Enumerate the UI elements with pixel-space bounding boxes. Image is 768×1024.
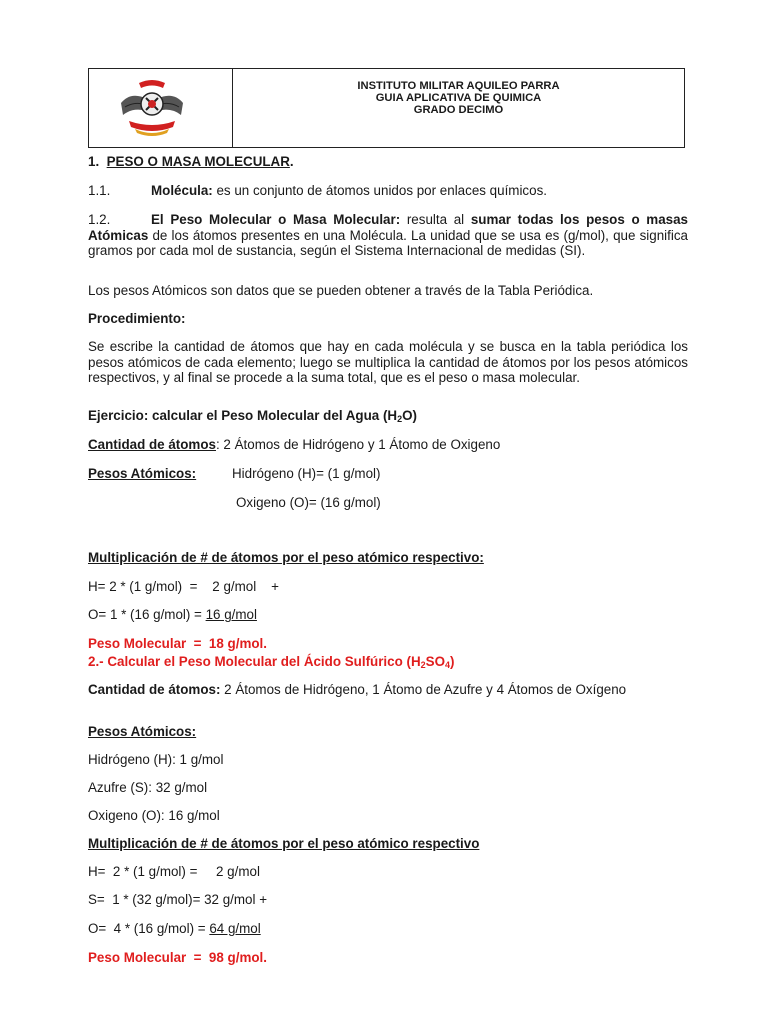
exercise-2-title-a: 2.- Calcular el Peso Molecular del Ácido Sulfúrico (H [88, 654, 421, 669]
term-peso-molecular: El Peso Molecular o Masa Molecular: [151, 212, 401, 227]
atom-count-label: Cantidad de átomos [88, 437, 216, 452]
section-heading [88, 154, 294, 169]
exercise-2-calc-o [88, 921, 261, 936]
calc-o-result: 16 g/mol [205, 607, 257, 622]
calc-o-expression: O= 1 * (16 g/mol) = [88, 607, 206, 622]
exercise-1-calc-h: H= 2 * (1 g/mol) = 2 g/mol + [88, 579, 279, 594]
molecular-weight-definition [88, 212, 688, 259]
exercise-2-weights-label: Pesos Atómicos: [88, 724, 197, 739]
exercise-1-weight-h: Hidrógeno (H)= (1 g/mol) [232, 466, 381, 481]
exercise-1-weights-label: Pesos Atómicos: [88, 466, 197, 481]
calc-o-expression-2: O= 4 * (16 g/mol) = [88, 921, 210, 936]
section-number: 1. [88, 154, 100, 169]
exercise-2-weight-o: Oxigeno (O): 16 g/mol [88, 808, 220, 823]
exercise-2-subscript-2: 4 [445, 660, 451, 670]
subsection-number-1-2: 1.2. [88, 212, 111, 227]
calc-o-result-2: 64 g/mol [209, 921, 261, 936]
section-title: PESO O MASA MOLECULAR [106, 154, 290, 169]
molecule-definition [151, 183, 547, 198]
exercise-2-subscript-1: 2 [420, 660, 426, 670]
institution-name: INSTITUTO MILITAR AQUILEO PARRA [357, 80, 560, 92]
exercise-1-title-b: O) [402, 408, 417, 423]
procedure-text: Se escribe la cantidad de átomos que hay en cada molécula y se busca en la tabla periódica los pesos atómicos de cada elemento; luego se multiplica la cantidad de átomos por los pesos atómicos respectivos, y al final se procede a la suma total, que es el peso o masa molecular. [88, 339, 688, 386]
atom-count-text: : 2 Átomos de Hidrógeno y 1 Átomo de Oxigeno [215, 437, 501, 452]
section-title-dot: . [289, 154, 294, 169]
exercise-2-weight-h: Hidrógeno (H): 1 g/mol [88, 752, 224, 767]
def-text-1: resulta al [400, 212, 471, 227]
exercise-2-weight-s: Azufre (S): 32 g/mol [88, 780, 208, 795]
procedure-heading: Procedimiento: [88, 311, 186, 326]
term-molecula: Molécula: [151, 183, 213, 198]
exercise-1-weight-o: Oxigeno (O)= (16 g/mol) [236, 495, 381, 510]
subsection-number: 1.1. [88, 183, 111, 198]
exercise-2-title-c: ) [450, 654, 455, 669]
exercise-1-multiplication-title: Multiplicación de # de átomos por el peso atómico respectivo: [88, 550, 484, 565]
exercise-1-atom-count [88, 437, 500, 452]
grade-label: GRADO DECIMO [413, 104, 504, 116]
exercise-1-result: Peso Molecular = 18 g/mol. [88, 636, 267, 651]
atom-count-label-2: Cantidad de átomos: [88, 682, 221, 697]
def-bold-sum: sumar todas los pesos o masas Atómicas [88, 212, 688, 243]
header-box [88, 68, 685, 148]
molecule-definition-text: es un conjunto de átomos unidos por enlaces químicos. [212, 183, 547, 198]
exercise-2-calc-s: S= 1 * (32 g/mol)= 32 g/mol + [88, 892, 268, 907]
def-text-2: de los átomos presentes en una Molécula. La unidad que se usa es (g/mol), que significa gramos por cada mol de sustancia, según el Sistema Internacional de medidas (SI). [88, 227, 688, 259]
atomic-weights-note: Los pesos Atómicos son datos que se pueden obtener a través de la Tabla Periódica. [88, 283, 594, 298]
exercise-2-result: Peso Molecular = 98 g/mol. [88, 950, 267, 965]
exercise-1-title [88, 408, 417, 423]
exercise-1-subscript: 2 [397, 414, 403, 424]
exercise-2-calc-h: H= 2 * (1 g/mol) = 2 g/mol [88, 864, 260, 879]
exercise-1-title-a: Ejercicio: calcular el Peso Molecular del Agua (H [88, 408, 398, 423]
exercise-2-title-b: SO [425, 654, 445, 669]
atom-count-text-2: 2 Átomos de Hidrógeno, 1 Átomo de Azufre y 4 Átomos de Oxígeno [220, 682, 627, 697]
exercise-2-multiplication-title: Multiplicación de # de átomos por el peso atómico respectivo [88, 836, 480, 851]
subsection-1-1 [88, 183, 110, 198]
school-crest-logo [117, 77, 187, 139]
exercise-2-atom-count [88, 682, 688, 698]
exercise-2-title [88, 654, 454, 669]
exercise-1-calc-o [88, 607, 257, 622]
guide-title: GUIA APLICATIVA DE QUIMICA [375, 92, 542, 104]
